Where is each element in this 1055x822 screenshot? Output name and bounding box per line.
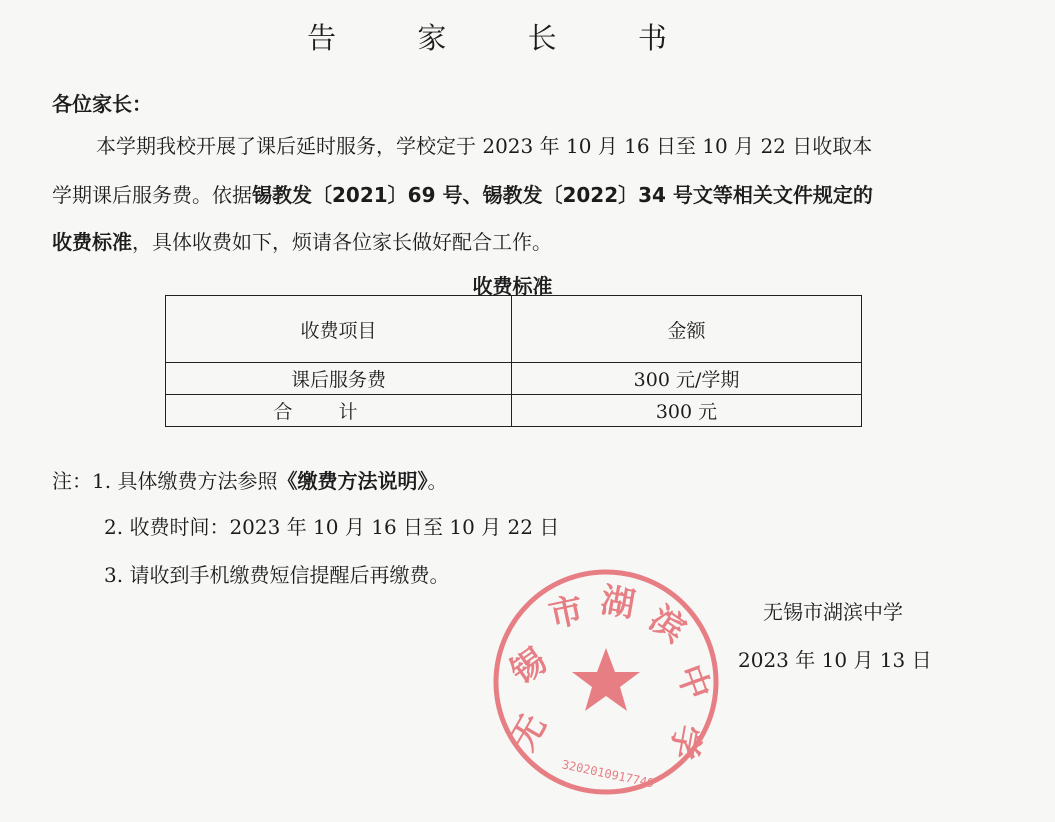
greeting: 各位家长： (52, 92, 152, 116)
official-seal (490, 566, 722, 798)
svg-text:湖: 湖 (597, 580, 639, 626)
total-label-cell: 合计 (166, 395, 512, 427)
total-amount-cell: 300 元 (512, 395, 862, 427)
note-3: 3. 请收到手机缴费短信提醒后再缴费。 (104, 563, 450, 587)
seal-star (572, 648, 640, 711)
paragraph-line-3 (52, 226, 552, 255)
header-fee-item: 收费项目 (166, 296, 512, 363)
note-1-prefix: 注：1. 具体缴费方法参照 (52, 469, 278, 493)
note-2: 2. 收费时间：2023 年 10 月 16 日至 10 月 22 日 (104, 515, 560, 539)
document-title: 告 家 长 书 (307, 21, 703, 55)
svg-text:滨: 滨 (642, 598, 693, 651)
table-row (166, 363, 862, 395)
fee-item-cell: 课后服务费 (166, 363, 512, 395)
paragraph-line-1: 本学期我校开展了课后延时服务，学校定于 2023 年 10 月 16 日至 10 月 22 日收取本 (96, 134, 873, 158)
svg-text:锡: 锡 (503, 640, 554, 693)
note-1 (52, 465, 447, 494)
seal-code: 3202010917749 (560, 757, 656, 791)
paragraph-line-2-text: 学期课后服务费。依据 (52, 183, 252, 207)
payment-guide-reference: 《缴费方法说明》 (277, 469, 428, 493)
svg-text:学: 学 (662, 721, 708, 763)
table-caption: 收费标准 (472, 274, 553, 298)
fee-amount-cell: 300 元/学期 (512, 363, 862, 395)
table-header-row (166, 296, 862, 363)
svg-text:中: 中 (668, 659, 718, 706)
school-name: 无锡市湖滨中学 (763, 600, 903, 624)
header-amount: 金额 (512, 296, 862, 363)
svg-text:无: 无 (503, 707, 555, 758)
paragraph-line-3-text: ，具体收费如下，烦请各位家长做好配合工作。 (132, 230, 552, 254)
fee-table (165, 295, 862, 427)
fee-standard-term: 收费标准 (52, 230, 132, 254)
paragraph-line-2 (52, 179, 873, 208)
policy-reference: 锡教发〔2021〕69 号、锡教发〔2022〕34 号文等相关文件规定的 (252, 183, 873, 207)
table-row (166, 395, 862, 427)
svg-text:市: 市 (545, 589, 587, 637)
issue-date: 2023 年 10 月 13 日 (738, 648, 932, 672)
note-1-suffix: 。 (427, 469, 448, 493)
